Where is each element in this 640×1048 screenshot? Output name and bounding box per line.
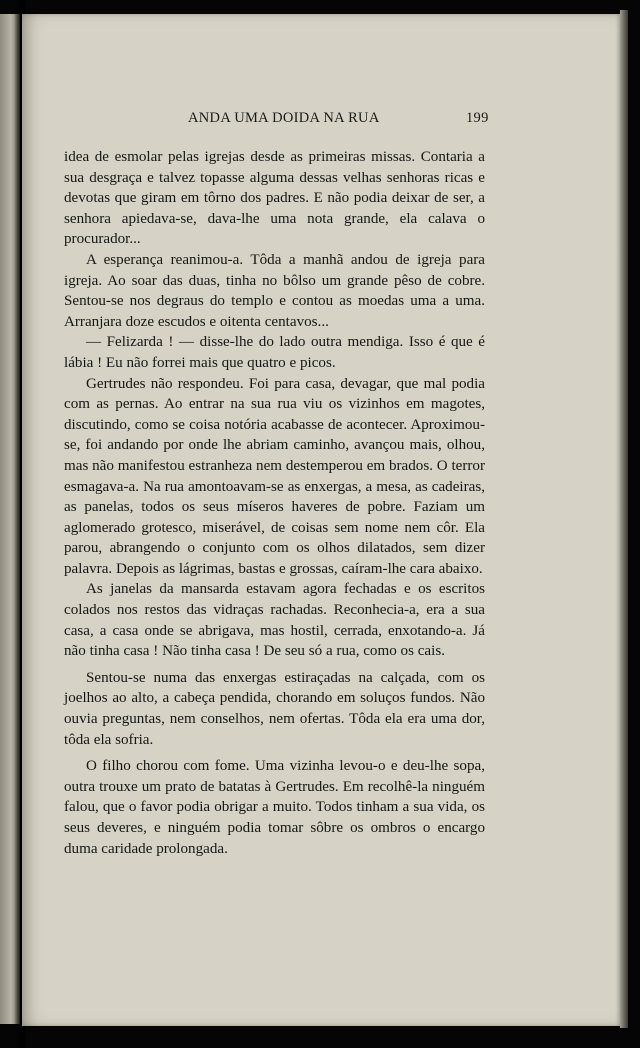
book-page — [22, 14, 620, 1026]
paragraph: idea de esmolar pelas igrejas desde as primeiras missas. Contaria a sua desgraça e talvez topasse alguma dessas velhas senhoras ricas e devotas que giram em tôrno dos padres. E não podia deixar de ser, a senhora apiedava-se, dava-lhe uma nota grande, ela calava o procurador... — [64, 149, 485, 248]
body-text — [64, 147, 485, 859]
paragraph: As janelas da mansarda estavam agora fechadas e os escritos colados nos restos das vidraças rachadas. Reconhecia-a, era a sua casa, a casa onde se abrigava, mas hostil, cerrada, enxotando-a. Já não tinha casa ! Não tinha casa ! De seu só a rua, como os cais. — [64, 581, 485, 660]
paragraph: O filho chorou com fome. Uma vizinha levou-o e deu-lhe sopa, outra trouxe um prato de batatas à Gertrudes. Em recolhê-la ninguém falou, que o favor podia obrigar a muito. Todos tinham a sua vida, os seus deveres, e ninguém podia tomar sôbre os ombros o encargo duma caridade prolongada. — [64, 758, 485, 857]
running-head: ANDA UMA DOIDA NA RUA — [188, 110, 380, 126]
paragraph: Gertrudes não respondeu. Foi para casa, devagar, que mal podia com as pernas. Ao entrar na sua rua viu os vizinhos em magotes, discutindo, como se coisa notória acabasse de acontecer. Aproximou-se, foi andando por onde lhe abriam caminho, avançou mais, olhou, mas não manifestou estranheza nem destemperou em brados. O terror esmagava-a. Na rua amontoavam-se as enxergas, a mesa, as cadeiras, as panelas, todos os seus míseros haveres de pobre. Faziam um aglomerado grotesco, miserável, de coisas sem nome nem côr. Ela parou, abrangendo o conjunto com os olhos dilatados, sem dizer palavra. Depois as lágrimas, bastas e grossas, caíram-lhe cara abaixo. — [64, 375, 485, 577]
paragraph: A esperança reanimou-a. Tôda a manhã andou de igreja para igreja. Ao soar das duas, tinha no bôlso um grande pêso de cobre. Sentou-se nos degraus do templo e contou as moedas uma a uma. Arranjara doze escudos e oitenta centavos... — [64, 251, 485, 330]
page-right-edge — [620, 10, 628, 1028]
page-header — [22, 110, 620, 134]
paragraph: Sentou-se numa das enxergas estiraçadas na calçada, com os joelhos ao alto, a cabeça pendida, chorando em soluços fundos. Não ouvia preguntas, nem conselhos, nem ofertas. Tôda ela era uma dor, tôda ela sofria. — [64, 669, 485, 748]
page-number: 199 — [466, 110, 489, 126]
paragraph: — Felizarda ! — disse-lhe do lado outra mendiga. Isso é que é lábia ! Eu não forrei mais que quatro e picos. — [64, 334, 485, 371]
